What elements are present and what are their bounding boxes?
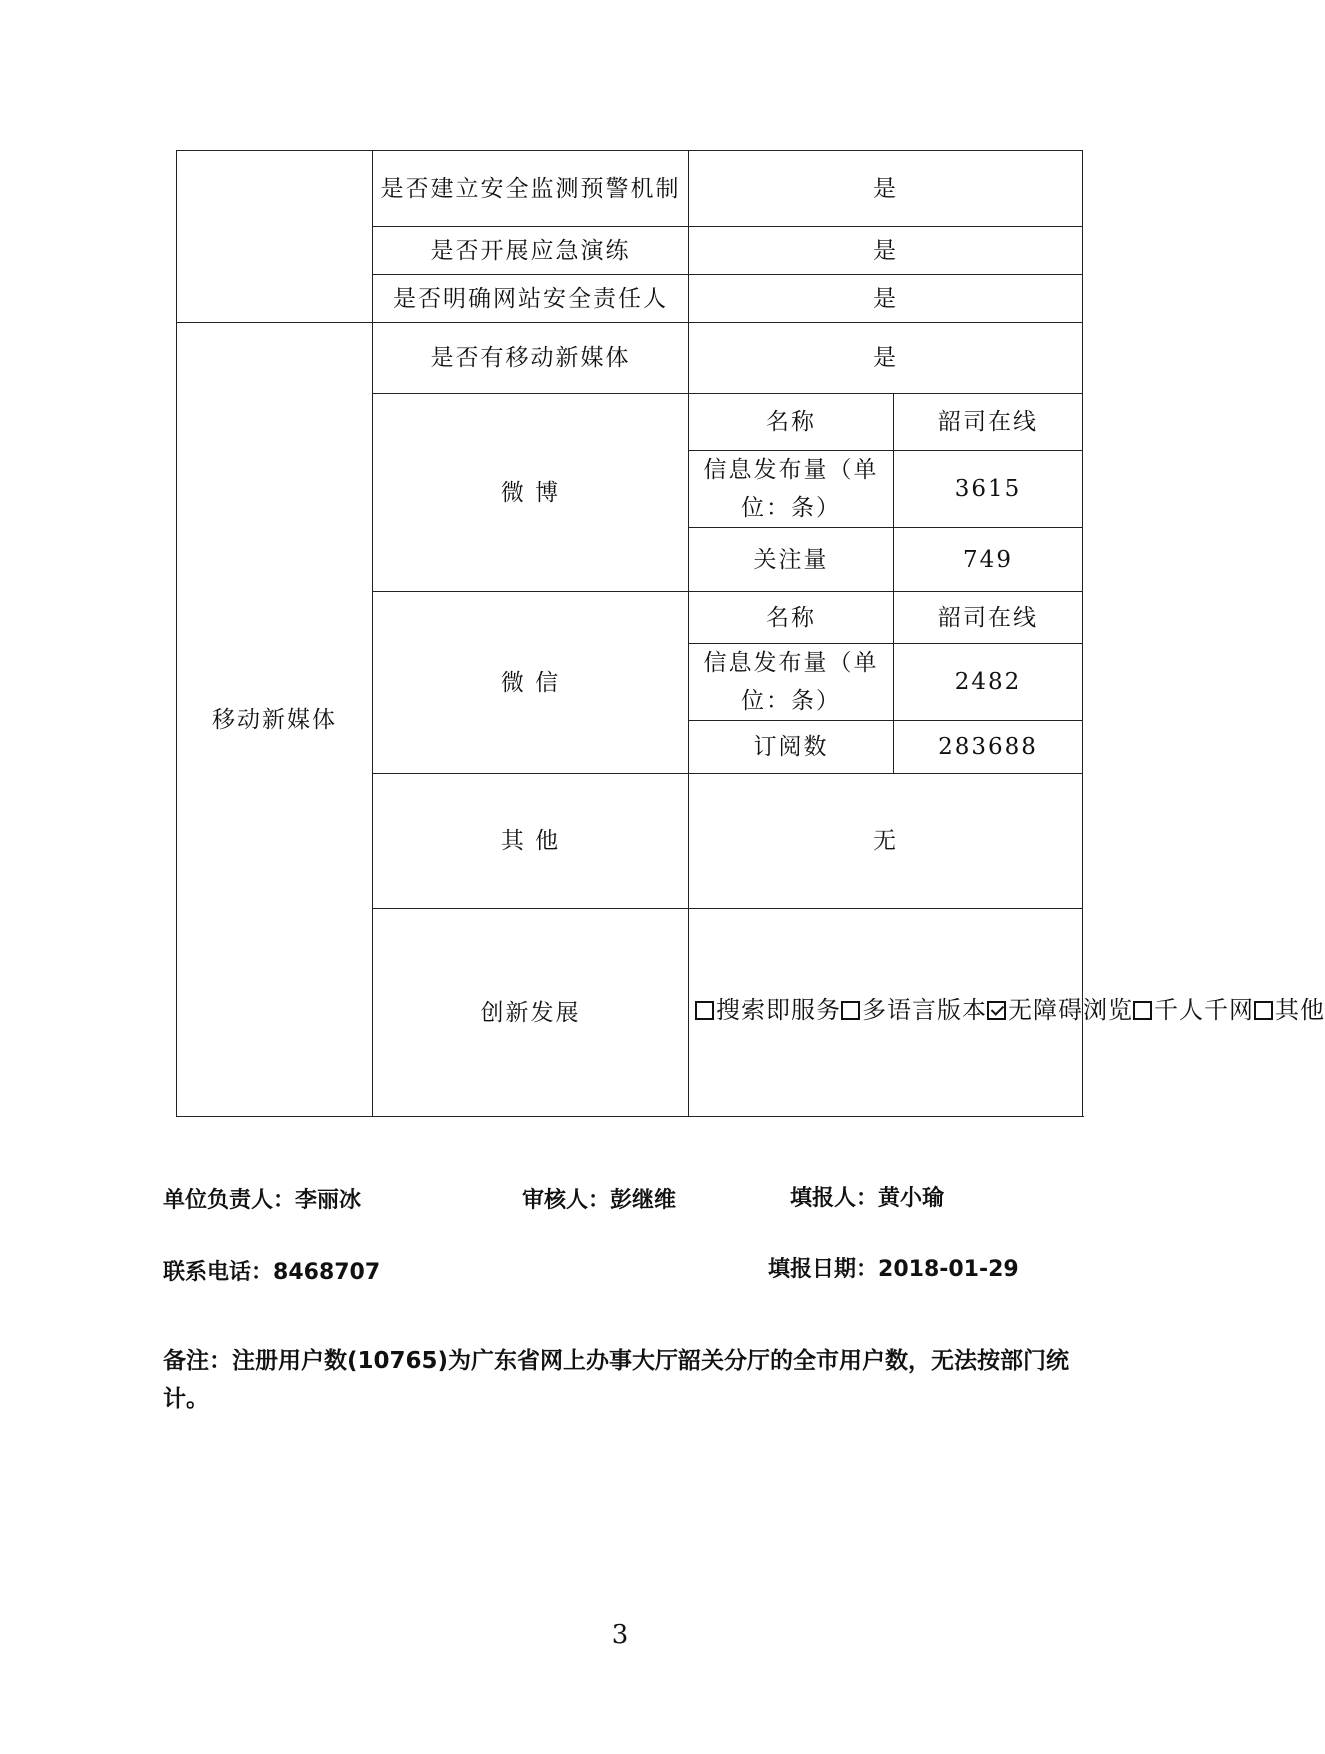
- weibo-name-label: 名称: [689, 394, 894, 451]
- wechat-name-label: 名称: [689, 592, 894, 644]
- other-media-label: 其 他: [373, 774, 689, 909]
- blank-section-cell: [177, 151, 373, 323]
- wechat-posts-value: 2482: [894, 644, 1083, 721]
- option-label: 千人千网: [1154, 996, 1254, 1024]
- weibo-name-value: 韶司在线: [894, 394, 1083, 451]
- weibo-followers-value: 749: [894, 528, 1083, 592]
- innovation-options-cell: [689, 909, 1325, 1117]
- phone-label: 联系电话：: [163, 1260, 274, 1285]
- checkbox-icon[interactable]: [695, 1001, 714, 1020]
- row-value: 是: [689, 275, 1083, 323]
- weibo-posts-label: 信息发布量（单位：条）: [689, 451, 894, 528]
- option-accessibility[interactable]: [987, 991, 1133, 1029]
- filler-label: 填报人：: [790, 1186, 879, 1211]
- checkbox-icon[interactable]: [1254, 1001, 1273, 1020]
- mobile-media-section-label: 移动新媒体: [177, 323, 373, 1117]
- wechat-name-value: 韶司在线: [894, 592, 1083, 644]
- option-personalized[interactable]: [1133, 991, 1254, 1029]
- unit-head-name: 李丽冰: [295, 1188, 362, 1213]
- option-label: 其他: [1275, 996, 1325, 1024]
- row-label: 是否有移动新媒体: [373, 323, 689, 394]
- weibo-followers-label: 关注量: [689, 528, 894, 592]
- unit-head: [163, 1183, 361, 1214]
- wechat-posts-label: 信息发布量（单位：条）: [689, 644, 894, 721]
- unit-head-label: 单位负责人：: [163, 1188, 296, 1213]
- date-value: 2018-01-29: [878, 1257, 1019, 1282]
- weibo-label: 微 博: [373, 394, 689, 592]
- innovation-section-label: 创新发展: [373, 909, 689, 1117]
- row-label: 是否明确网站安全责任人: [373, 275, 689, 323]
- checkbox-icon[interactable]: [1133, 1001, 1152, 1020]
- wechat-subscribers-value: 283688: [894, 721, 1083, 774]
- filler-name: 黄小瑜: [878, 1186, 945, 1211]
- weibo-posts-value: 3615: [894, 451, 1083, 528]
- option-search-service[interactable]: [695, 991, 841, 1029]
- page-number: 3: [611, 1620, 629, 1650]
- wechat-subscribers-label: 订阅数: [689, 721, 894, 774]
- checkbox-checked-icon[interactable]: [987, 1001, 1006, 1020]
- remark-note: 备注：注册用户数(10765)为广东省网上办事大厅韶关分厅的全市用户数，无法按部门统计。: [163, 1348, 1070, 1412]
- report-table: [176, 150, 1325, 1117]
- option-label: 多语言版本: [862, 996, 987, 1024]
- wechat-label: 微 信: [373, 592, 689, 774]
- option-multilanguage[interactable]: [841, 991, 987, 1029]
- option-label: 无障碍浏览: [1008, 996, 1133, 1024]
- innovation-options: [695, 991, 1325, 1031]
- row-value: 是: [689, 151, 1083, 227]
- row-value: 是: [689, 227, 1083, 275]
- option-other[interactable]: [1254, 991, 1325, 1029]
- reviewer-name: 彭继维: [610, 1188, 677, 1213]
- row-label: 是否建立安全监测预警机制: [373, 151, 689, 227]
- reviewer-label: 审核人：: [522, 1188, 611, 1213]
- option-label: 搜索即服务: [716, 996, 841, 1024]
- other-media-value: 无: [689, 774, 1083, 909]
- row-value: 是: [689, 323, 1083, 394]
- checkbox-icon[interactable]: [841, 1001, 860, 1020]
- phone-value: 8468707: [273, 1260, 381, 1285]
- reviewer: [522, 1183, 676, 1214]
- date-label: 填报日期：: [768, 1257, 879, 1282]
- row-label: 是否开展应急演练: [373, 227, 689, 275]
- fill-date: [768, 1252, 1019, 1283]
- filler: [790, 1181, 944, 1212]
- contact-phone: [163, 1255, 380, 1286]
